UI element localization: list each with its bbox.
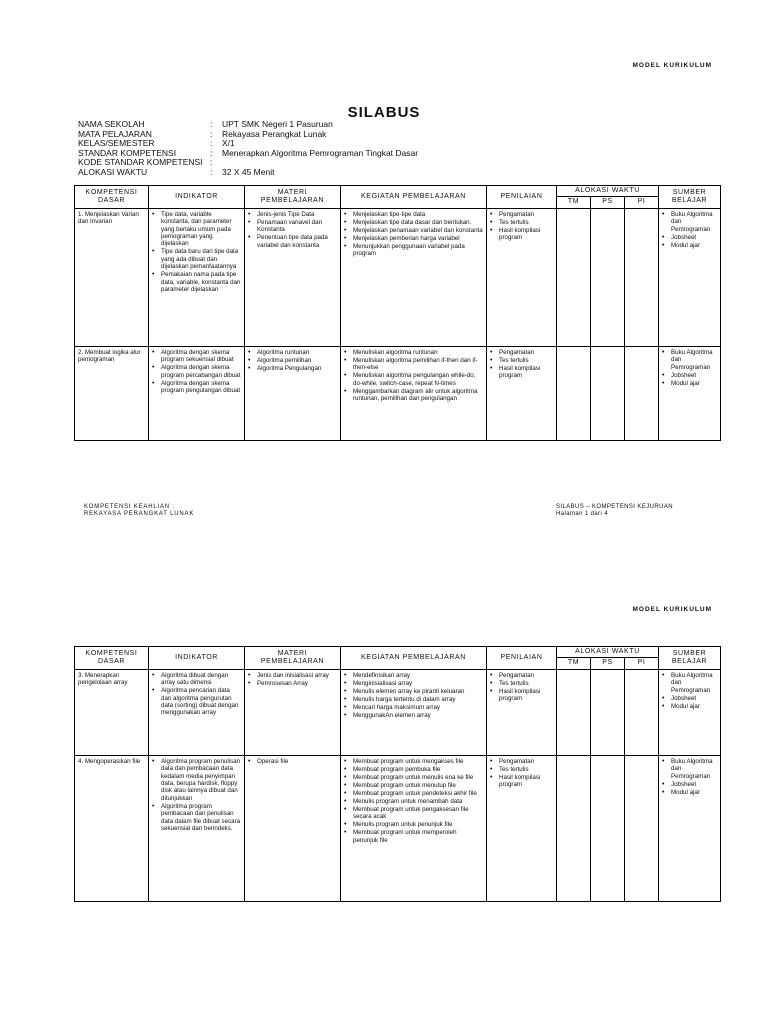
sumber-cell (659, 208, 721, 346)
footer-right (556, 504, 673, 519)
materi-cell (245, 346, 341, 440)
footer-right-line-1: SILABUS – KOMPETENSI KEJURUAN (556, 504, 673, 510)
kd-cell: 2. Membuat logika alur pemograman (75, 346, 149, 440)
list-item: • Penamaan variavel dan Konstanta (248, 219, 337, 234)
materi-cell (245, 208, 341, 346)
ps-cell (591, 755, 625, 901)
list-item: • Jenis-jenis Tipe Data (248, 211, 337, 218)
syllabus-table-page-2 (74, 646, 721, 902)
list-item: • Buku Algoritma dan Pemrograman (662, 349, 717, 371)
list-item: • Mencari harga maksimum array (344, 704, 483, 711)
info-value: X/1 (222, 138, 235, 149)
list-item: • Membuat program untuk menulis ena ke file (344, 774, 483, 781)
header-materi: MATERI PEMBELAJARAN (245, 647, 341, 670)
kegiatan-cell (341, 346, 487, 440)
syllabus-table-page-1 (74, 185, 721, 441)
list-item: • Penentuan tipe data pada variabel dan konstanta (248, 234, 337, 249)
list-item: • Algoritma pemilihan (248, 357, 337, 364)
pi-cell (625, 346, 659, 440)
list-item: • Menunjukkan penggunaan variabel pada program (344, 243, 483, 258)
sumber-cell (659, 755, 721, 901)
list-item: • Tes tertulis (490, 680, 553, 687)
document-title: SILABUS (347, 104, 421, 121)
info-label: ALOKASI WAKTU (78, 166, 148, 177)
page-2 (0, 590, 768, 1024)
materi-cell (245, 755, 341, 901)
list-item: • Algoritma runtunan (248, 349, 337, 356)
table-row (75, 346, 721, 440)
header-kegiatan: KEGIATAN PEMBELAJARAN (341, 647, 487, 670)
list-item: • Jobsheet (662, 695, 717, 702)
list-item: • Modul ajar (662, 242, 717, 249)
header-penilaian: PENILAIAN (487, 186, 557, 209)
list-item: • Tes tertulis (490, 357, 553, 364)
list-item: • Jobsheet (662, 234, 717, 241)
list-item: • Buku Algoritma dan Pemrograman (662, 211, 717, 233)
kegiatan-cell (341, 669, 487, 755)
list-item: • Algoritma dengan skema program sekuensial dibuat (152, 349, 241, 364)
header-indikator: INDIKATOR (149, 186, 245, 209)
info-row-school: NAMA SEKOLAH : UPT SMK Negeri 1 Pasuruan (78, 119, 333, 129)
list-item: • Tipe data, variable konstanta, dan parameter yang berlaku umum pada pemograman yang dijelaskan (152, 211, 241, 248)
list-item: • Menulis harga tertentu di dalam array (344, 696, 483, 703)
kd-cell: 4. Mengoperasikan file (75, 755, 149, 901)
header-ps: PS (591, 197, 625, 208)
tm-cell (557, 208, 591, 346)
tm-cell (557, 669, 591, 755)
info-row-class: KELAS/SEMESTER : X/1 (78, 138, 235, 149)
header-alokasi-waktu: ALOKASI WAKTU (557, 647, 659, 658)
list-item: • Menuliskan algoritma runtunan (344, 349, 483, 356)
header-tm: TM (557, 197, 591, 208)
list-item: • Mendefinisikan array (344, 672, 483, 679)
pi-cell (625, 755, 659, 901)
info-row-competency-standard: STANDAR KOMPETENSI : Menerapkan Algoritma Pemrograman Tingkat Dasar (78, 147, 419, 158)
list-item: • Modul ajar (662, 789, 717, 796)
kegiatan-cell (341, 755, 487, 901)
list-item: • Menulis program untuk menambah data (344, 798, 483, 805)
info-value: UPT SMK Negeri 1 Pasuruan (222, 119, 333, 129)
info-label: NAMA SEKOLAH (78, 119, 145, 129)
table-row (75, 669, 721, 755)
list-item: • Pengamatan (490, 211, 553, 218)
kd-cell: 1. Menjelaskan Varian dan Invarian (75, 208, 149, 346)
list-item: • Menulis elemen array ke piranti keluaran (344, 688, 483, 695)
kegiatan-cell (341, 208, 487, 346)
list-item: • Algoritma program penulisan data dan pembacaan data kedalam media penyimpan data, berupa hardisk, floppy disk atau lainnya dibuat dan ditunjukkan (152, 758, 241, 802)
ps-cell (591, 669, 625, 755)
list-item: • Pengamatan (490, 758, 553, 765)
list-item: • MenggunakAn elemen array (344, 712, 483, 719)
info-label: KODE STANDAR KOMPETENSI (78, 157, 203, 168)
ps-cell (591, 208, 625, 346)
sumber-cell (659, 669, 721, 755)
footer-left-line-1: KOMPETENSI KEAHLIAN : (84, 504, 175, 510)
list-item: • Membuat program pembuka file (344, 766, 483, 773)
table-row (75, 208, 721, 346)
kd-cell: 3. Menerapkan pengelolaan array (75, 669, 149, 755)
list-item: • Algoritma Pengulangan (248, 365, 337, 372)
header-kompetensi-dasar: KOMPETENSI DASAR (75, 186, 149, 209)
info-value: Rekayasa Perangkat Lunak (222, 128, 327, 139)
list-item: • Hasil kompilasi program (490, 774, 553, 789)
list-item: • Tes tertulis (490, 766, 553, 773)
info-block (78, 120, 418, 178)
info-label: MATA PELAJARAN (78, 128, 152, 139)
footer-page-number: Halaman 1 dari 4 (556, 511, 609, 518)
header-penilaian: PENILAIAN (487, 647, 557, 670)
list-item: • Menjelaskan penamaan variabel dan konstanta (344, 227, 483, 234)
list-item: • Algoritma pencarian data dan algoritma pengurutan data (sorting) dibuat dengan menggunakan array (152, 687, 241, 717)
list-item: • Algoritma dengan skema program pengulangan dibuat (152, 380, 241, 395)
penilaian-cell (487, 755, 557, 901)
list-item: • Algoritma dibuat dengan array satu dimensi (152, 672, 241, 687)
list-item: • Membuat program untuk mengakses file (344, 758, 483, 765)
pi-cell (625, 669, 659, 755)
ps-cell (591, 346, 625, 440)
info-row-competency-code: KODE STANDAR KOMPETENSI : (78, 157, 213, 168)
header-materi: MATERI PEMBELAJARAN (245, 186, 341, 209)
indikator-cell (149, 208, 245, 346)
indikator-cell (149, 669, 245, 755)
indikator-cell (149, 346, 245, 440)
penilaian-cell (487, 346, 557, 440)
info-label: STANDAR KOMPETENSI (78, 147, 177, 158)
list-item: • Pengamatan (490, 349, 553, 356)
header-ps: PS (591, 658, 625, 669)
list-item: • Menjelaskan tipe-tipe data (344, 211, 483, 218)
list-item: • Menuliskan algoritma pengulangan while-do, do-while, switch-case, repeat N-times (344, 372, 483, 387)
materi-cell (245, 669, 341, 755)
list-item: • Pengamatan (490, 672, 553, 679)
info-row-time-allocation: ALOKASI WAKTU : 32 X 45 Menit (78, 166, 275, 177)
list-item: • Modul ajar (662, 703, 717, 710)
list-item: • Jobsheet (662, 781, 717, 788)
tm-cell (557, 755, 591, 901)
model-kurikulum-label: MODEL KURIKULUM (632, 62, 712, 69)
list-item: • Tipe data baru dari tipe data yang ada dibuat dan dijelaskan pemanfaatannya (152, 248, 241, 270)
list-item: • Hasil kompilasi program (490, 227, 553, 242)
penilaian-cell (487, 208, 557, 346)
info-row-subject: MATA PELAJARAN : Rekayasa Perangkat Lunak (78, 128, 327, 139)
info-value: Menerapkan Algoritma Pemrograman Tingkat Dasar (222, 147, 419, 158)
list-item: • Hasil kompilasi program (490, 688, 553, 703)
pi-cell (625, 208, 659, 346)
sumber-cell (659, 346, 721, 440)
table-row (75, 755, 721, 901)
list-item: • Menuliskan algoritma pemilihan if-then dan if-then-else (344, 357, 483, 372)
list-item: • Menjelaskan tipe data dasar dan bentukan. (344, 219, 483, 226)
model-kurikulum-label: MODEL KURIKULUM (632, 606, 712, 613)
list-item: • Menulis program untuk penunjuk file (344, 821, 483, 828)
list-item: • Menginisialisasi array (344, 680, 483, 687)
list-item: • Pemakaian nama pada tipe data, variable, konstanta dan parameter dijelaskan (152, 271, 241, 293)
list-item: • Membuat program untuk menutup file (344, 782, 483, 789)
list-item: • Operasi file (248, 758, 337, 765)
list-item: • Hasil kompilasi program (490, 365, 553, 380)
header-sumber-belajar: SUMBER BELAJAR (659, 647, 721, 670)
info-label: KELAS/SEMESTER (78, 138, 155, 149)
list-item: • Menggambarkan diagram alir untuk algoritma runtunan, pemilihan dan pengulangan (344, 388, 483, 403)
footer-left-line-2: REKAYASA PERANGKAT LUNAK (84, 511, 195, 518)
header-kompetensi-dasar: KOMPETENSI DASAR (75, 647, 149, 670)
list-item: • Membuat program untuk pendeteksi akhir file (344, 790, 483, 797)
header-pi: PI (625, 658, 659, 669)
header-kegiatan: KEGIATAN PEMBELAJARAN (341, 186, 487, 209)
tm-cell (557, 346, 591, 440)
header-sumber-belajar: SUMBER BELAJAR (659, 186, 721, 209)
list-item: • Membuat program untuk memperoleh penunjuk file (344, 829, 483, 844)
header-indikator: INDIKATOR (149, 647, 245, 670)
list-item: • Algoritma dengan skema program percabangan dibuat (152, 364, 241, 379)
header-alokasi-waktu: ALOKASI WAKTU (557, 186, 659, 197)
list-item: • Buku Algoritma dan Pemrograman (662, 672, 717, 694)
indikator-cell (149, 755, 245, 901)
footer-left (84, 504, 194, 519)
list-item: • Buku Algoritma dan Pemrograman (662, 758, 717, 780)
penilaian-cell (487, 669, 557, 755)
list-item: • Pemrosesan Array (248, 680, 337, 687)
list-item: • Modul ajar (662, 380, 717, 387)
info-value: 32 X 45 Menit (222, 166, 275, 177)
list-item: • Membuat program untuk pengaksesan file secara acak (344, 806, 483, 821)
list-item: • Menjelaskan pemberian harga variabel (344, 235, 483, 242)
header-tm: TM (557, 658, 591, 669)
header-pi: PI (625, 197, 659, 208)
list-item: • Jobsheet (662, 372, 717, 379)
list-item: • Jenis dan inisialisasi array (248, 672, 337, 679)
list-item: • Tes tertulis (490, 219, 553, 226)
list-item: • Algoritma program pembacaan dan penulisan data dalam file dibuat secara sekuensial dan berindeks. (152, 803, 241, 833)
